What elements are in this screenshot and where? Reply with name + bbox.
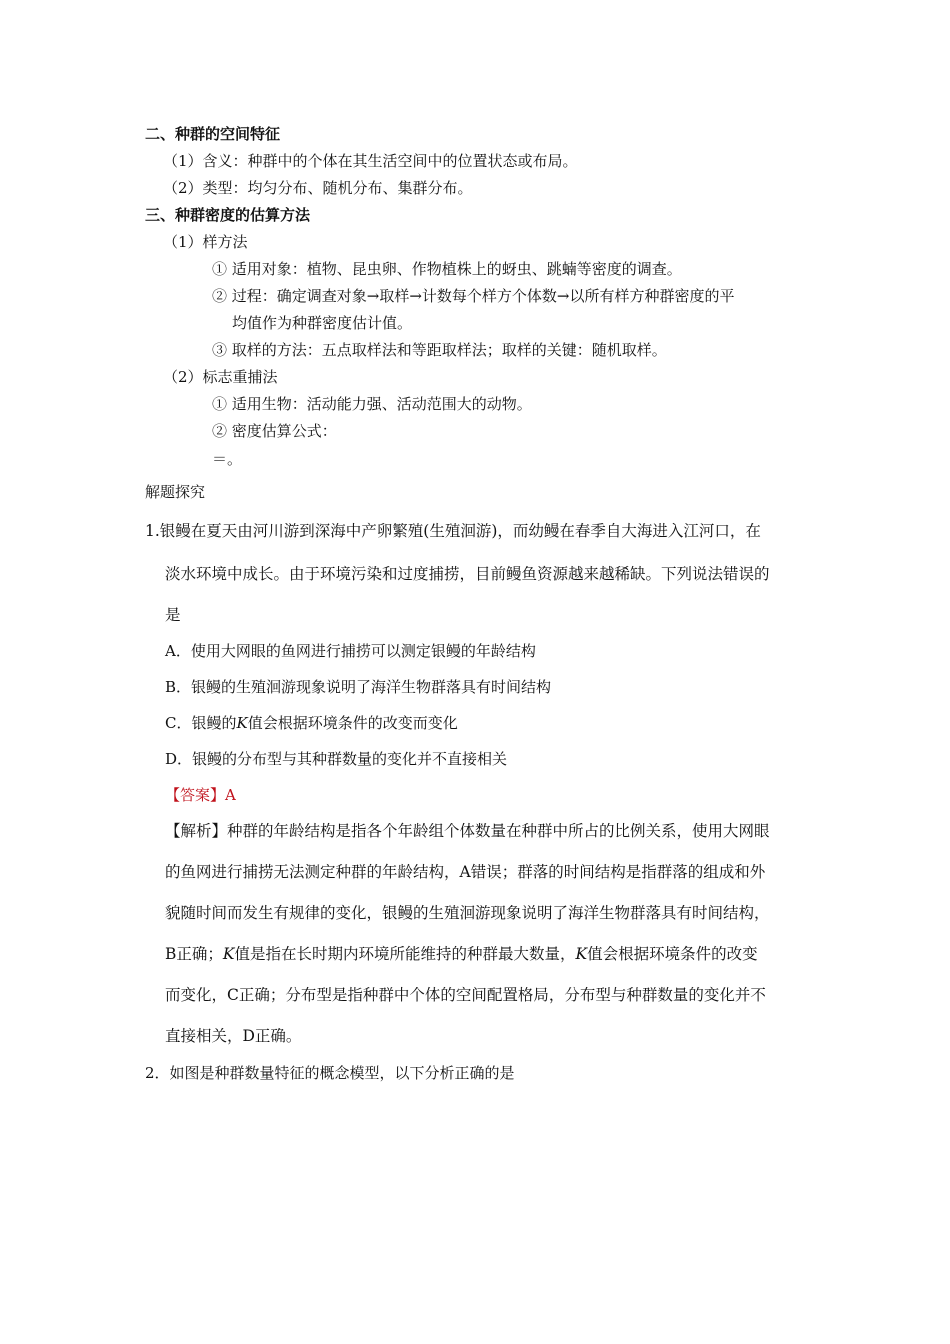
q1-analysis-line1: 【解析】种群的年龄结构是指各个年龄组个体数量在种群中所占的比例关系，使用大网眼 [165, 822, 770, 840]
q1-analysis-line4 [165, 944, 758, 964]
q2-stem: 2．如图是种群数量特征的概念模型，以下分析正确的是 [145, 1064, 515, 1082]
analysis-l4-post: 值会根据环境条件的改变 [587, 945, 758, 963]
q1-option-b: B．银鳗的生殖洄游现象说明了海洋生物群落具有时间结构 [165, 678, 552, 696]
quadrat-objects: ① 适用对象：植物、昆虫卵、作物植株上的蚜虫、跳蝻等密度的调查。 [212, 260, 682, 278]
exploration-label: 解题探究 [145, 483, 206, 501]
answer-value: A [225, 786, 236, 804]
q1-option-c [165, 713, 458, 733]
analysis-l4-mid: 值是指在长时期内环境所能维持的种群最大数量， [234, 945, 576, 963]
analysis-l4-pre: B正确； [165, 945, 223, 963]
section-heading-density: 三、种群密度的估算方法 [145, 206, 311, 224]
q1-analysis-line2: 的鱼网进行捕捞无法测定种群的年龄结构，A错误；群落的时间结构是指群落的组成和外 [165, 863, 766, 881]
q1-analysis-line6: 直接相关，D正确。 [165, 1027, 302, 1045]
q1-stem-line1: 1.银鳗在夏天由河川游到深海中产卵繁殖(生殖洄游)，而幼鳗在春季自大海进入江河口，在 [145, 522, 761, 540]
method-mark-recapture-title: （2）标志重捕法 [163, 368, 278, 386]
q1-option-c-pre: C．银鳗的 [165, 714, 237, 732]
q1-stem-line2: 淡水环境中成长。由于环境污染和过度捕捞，目前鳗鱼资源越来越稀缺。下列说法错误的 [165, 565, 770, 583]
q1-stem-line3: 是 [165, 606, 181, 624]
k-symbol: K [222, 945, 235, 963]
method-quadrat-title: （1）样方法 [163, 233, 248, 251]
quadrat-process: ② 过程：确定调查对象→取样→计数每个样方个体数→以所有样方种群密度的平 [212, 287, 735, 305]
spatial-types: （2）类型：均匀分布、随机分布、集群分布。 [163, 179, 473, 197]
q1-option-a: A．使用大网眼的鱼网进行捕捞可以测定银鳗的年龄结构 [165, 642, 536, 660]
quadrat-sampling: ③ 取样的方法：五点取样法和等距取样法；取样的关键：随机取样。 [212, 341, 667, 359]
k-symbol: K [575, 945, 588, 963]
q1-analysis-line5: 而变化，C正确；分布型是指种群中个体的空间配置格局，分布型与种群数量的变化并不 [165, 986, 766, 1004]
spatial-meaning: （1）含义：种群中的个体在其生活空间中的位置状态或布局。 [163, 152, 578, 170]
mark-recapture-formula: ＝。 [212, 450, 243, 468]
q1-option-d: D．银鳗的分布型与其种群数量的变化并不直接相关 [165, 750, 508, 768]
quadrat-process-cont: 均值作为种群密度估计值。 [232, 314, 413, 332]
section-heading-spatial: 二、种群的空间特征 [145, 125, 281, 143]
mark-recapture-formula-label: ② 密度估算公式： [212, 422, 337, 440]
answer-label: 【答案】 [165, 786, 226, 804]
k-symbol: K [236, 714, 248, 732]
q1-answer [165, 785, 236, 805]
mark-recapture-organisms: ① 适用生物：活动能力强、活动范围大的动物。 [212, 395, 532, 413]
q1-analysis-line3: 貌随时间而发生有规律的变化，银鳗的生殖洄游现象说明了海洋生物群落具有时间结构， [165, 904, 770, 922]
q1-option-c-post: 值会根据环境条件的改变而变化 [247, 714, 458, 732]
